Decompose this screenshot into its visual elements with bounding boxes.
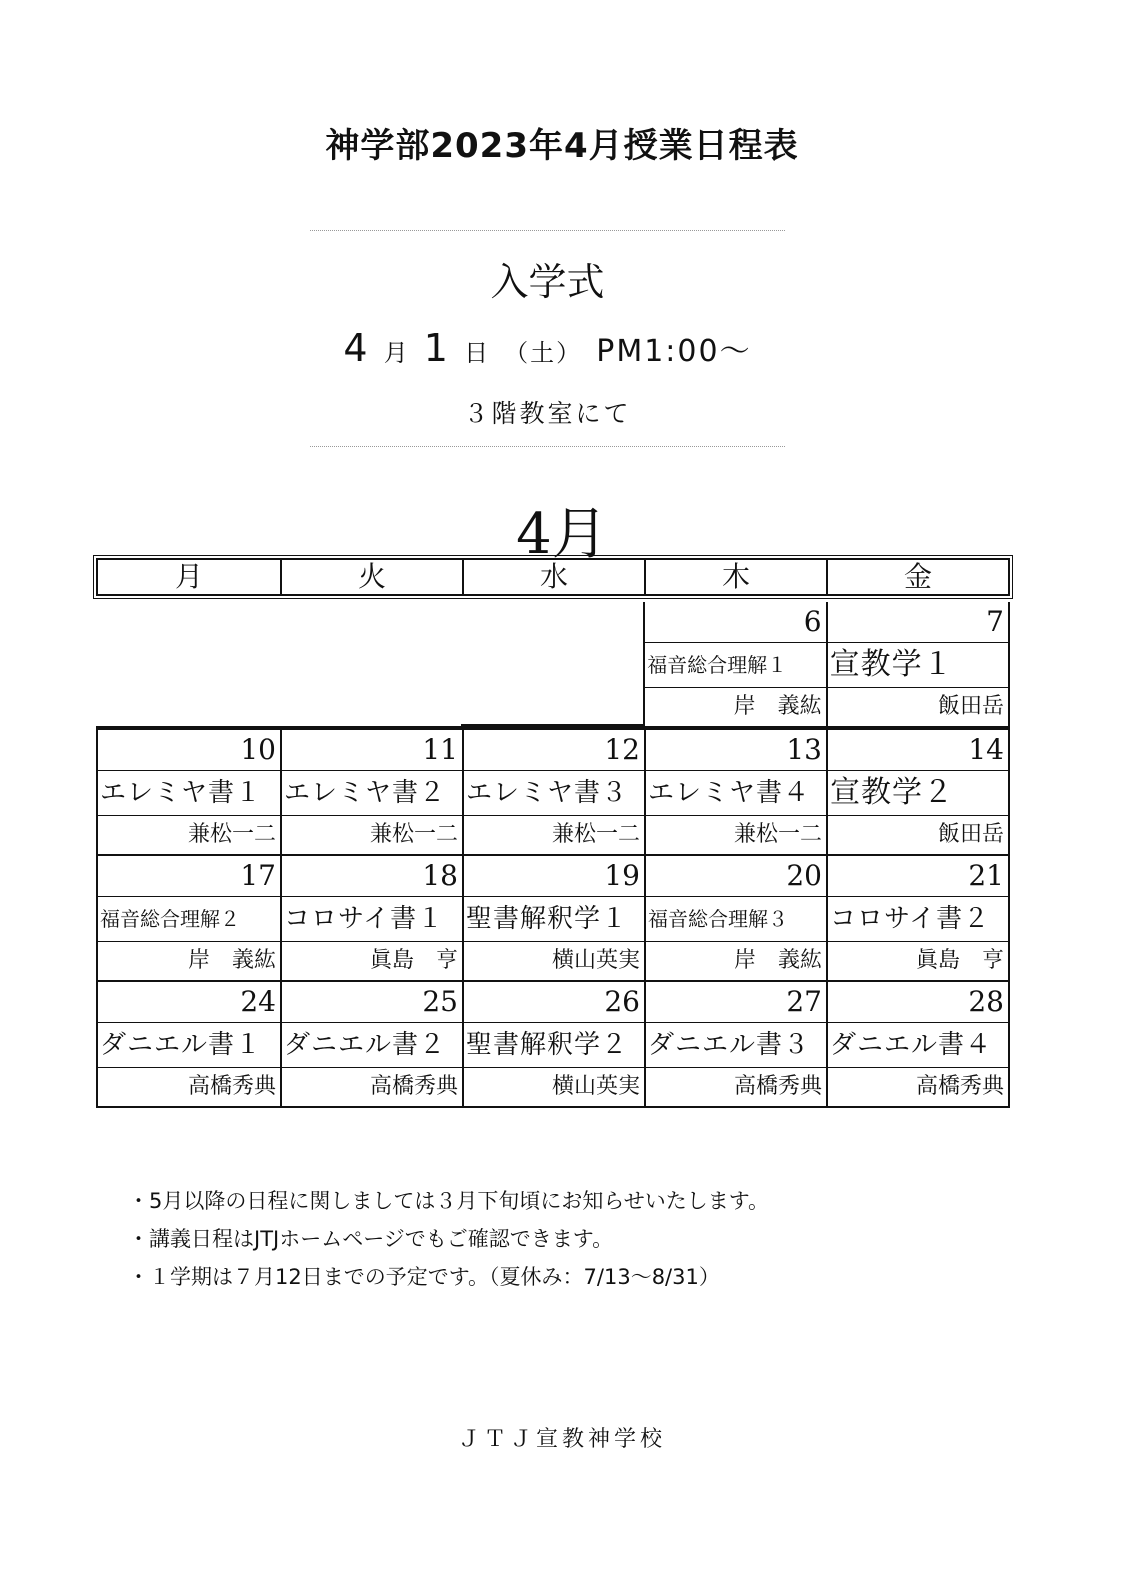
- notes-list: [128, 1182, 769, 1296]
- calendar-week: [96, 982, 1010, 1108]
- day-number: 19: [464, 856, 644, 897]
- day-number: 10: [98, 730, 280, 771]
- ceremony-date: [310, 326, 785, 370]
- course-name: 福音総合理解１: [645, 643, 825, 688]
- course-name: ダニエル書１: [98, 1023, 280, 1068]
- calendar-cell: [826, 602, 1008, 726]
- teacher-name: 横山英実: [551, 1074, 640, 1099]
- calendar-month-label: 4月: [516, 502, 608, 567]
- calendar-cell: [826, 856, 1008, 980]
- day-number: 20: [646, 856, 826, 897]
- course-name: コロサイ書２: [828, 897, 1008, 942]
- calendar-cell: [643, 602, 825, 726]
- teacher-name: 眞島 亨: [915, 948, 1004, 973]
- course-name: エレミヤ書２: [282, 771, 462, 816]
- day-number: 21: [828, 856, 1008, 897]
- day-number: 27: [646, 982, 826, 1023]
- day-number: 25: [282, 982, 462, 1023]
- teacher-name: 岸 義紘: [733, 948, 822, 973]
- teacher-name: 飯田岳: [937, 822, 1004, 847]
- day-number: 17: [98, 856, 280, 897]
- teacher-name: 兼松一二: [551, 822, 640, 847]
- calendar-week: [96, 602, 1010, 728]
- course-name: 聖書解釈学１: [464, 897, 644, 942]
- weekday-header: 木: [644, 560, 826, 594]
- course-name: 福音総合理解３: [646, 897, 826, 942]
- ceremony-day-num: 1: [423, 326, 450, 370]
- calendar-cell: [462, 730, 644, 854]
- calendar-week: [96, 856, 1010, 982]
- course-name: エレミヤ書４: [646, 771, 826, 816]
- calendar-cell: [98, 982, 280, 1106]
- calendar-cell: [644, 856, 826, 980]
- weekday-header: 水: [462, 560, 644, 594]
- teacher-name: 岸 義紘: [733, 694, 822, 719]
- day-number: 7: [828, 602, 1008, 643]
- teacher-name: 高橋秀典: [915, 1074, 1004, 1099]
- note-item: ・5月以降の日程に関しましては３月下旬頃にお知らせいたします。: [128, 1189, 770, 1213]
- ceremony-month-num: 4: [343, 326, 370, 370]
- ceremony-weekday: （土）: [504, 339, 583, 367]
- day-number: 14: [828, 730, 1008, 771]
- page-title: 神学部2023年4月授業日程表: [325, 126, 799, 166]
- calendar-cell: [644, 982, 826, 1106]
- calendar-cell: [462, 856, 644, 980]
- course-name: コロサイ書１: [282, 897, 462, 942]
- calendar-cell: [644, 730, 826, 854]
- weekday-header: 火: [280, 560, 462, 594]
- note-item: ・講義日程はJTJホームページでもご確認できます。: [128, 1227, 614, 1251]
- weekday-header-row: [96, 558, 1010, 596]
- entrance-ceremony-box: [310, 230, 785, 447]
- weekday-header: 金: [826, 560, 1008, 594]
- day-number: 24: [98, 982, 280, 1023]
- day-number: 13: [646, 730, 826, 771]
- day-number: 6: [645, 602, 825, 643]
- calendar-cell-empty: [461, 602, 643, 726]
- calendar-cell-empty: [96, 602, 278, 726]
- calendar-cell: [826, 982, 1008, 1106]
- ceremony-time: PM1:00～: [596, 334, 752, 369]
- calendar-cell: [826, 730, 1008, 854]
- course-name: 聖書解釈学２: [464, 1023, 644, 1068]
- course-name: 宣教学１: [828, 643, 1008, 688]
- calendar-week: [96, 728, 1010, 856]
- calendar-cell: [280, 856, 462, 980]
- day-number: 11: [282, 730, 462, 771]
- note-item: ・１学期は７月12日までの予定です。（夏休み：7/13～8/31）: [128, 1265, 720, 1289]
- course-name: ダニエル書２: [282, 1023, 462, 1068]
- calendar-cell: [462, 982, 644, 1106]
- day-number: 18: [282, 856, 462, 897]
- course-name: エレミヤ書３: [464, 771, 644, 816]
- calendar-cell: [98, 856, 280, 980]
- calendar-cell-empty: [278, 602, 460, 726]
- teacher-name: 兼松一二: [733, 822, 822, 847]
- course-name: 宣教学２: [828, 771, 1008, 816]
- ceremony-title: 入学式: [490, 260, 605, 304]
- calendar-cell: [280, 982, 462, 1106]
- day-number: 26: [464, 982, 644, 1023]
- calendar-cell: [280, 730, 462, 854]
- course-name: エレミヤ書１: [98, 771, 280, 816]
- teacher-name: 飯田岳: [937, 694, 1004, 719]
- teacher-name: 高橋秀典: [369, 1074, 458, 1099]
- ceremony-place: ３階教室にて: [463, 399, 632, 428]
- calendar-table: [96, 558, 1010, 1108]
- course-name: ダニエル書４: [828, 1023, 1008, 1068]
- teacher-name: 高橋秀典: [187, 1074, 276, 1099]
- teacher-name: 眞島 亨: [369, 948, 458, 973]
- teacher-name: 横山英実: [551, 948, 640, 973]
- school-name-footer: ＪＴＪ宣教神学校: [457, 1427, 666, 1452]
- teacher-name: 岸 義紘: [187, 948, 276, 973]
- course-name: 福音総合理解２: [98, 897, 280, 942]
- teacher-name: 兼松一二: [187, 822, 276, 847]
- weekday-header: 月: [174, 560, 203, 593]
- teacher-name: 兼松一二: [369, 822, 458, 847]
- day-number: 28: [828, 982, 1008, 1023]
- ceremony-month-unit: 月: [383, 339, 410, 367]
- calendar-cell: [98, 730, 280, 854]
- day-number: 12: [464, 730, 644, 771]
- teacher-name: 高橋秀典: [733, 1074, 822, 1099]
- course-name: ダニエル書３: [646, 1023, 826, 1068]
- ceremony-day-unit: 日: [464, 339, 491, 367]
